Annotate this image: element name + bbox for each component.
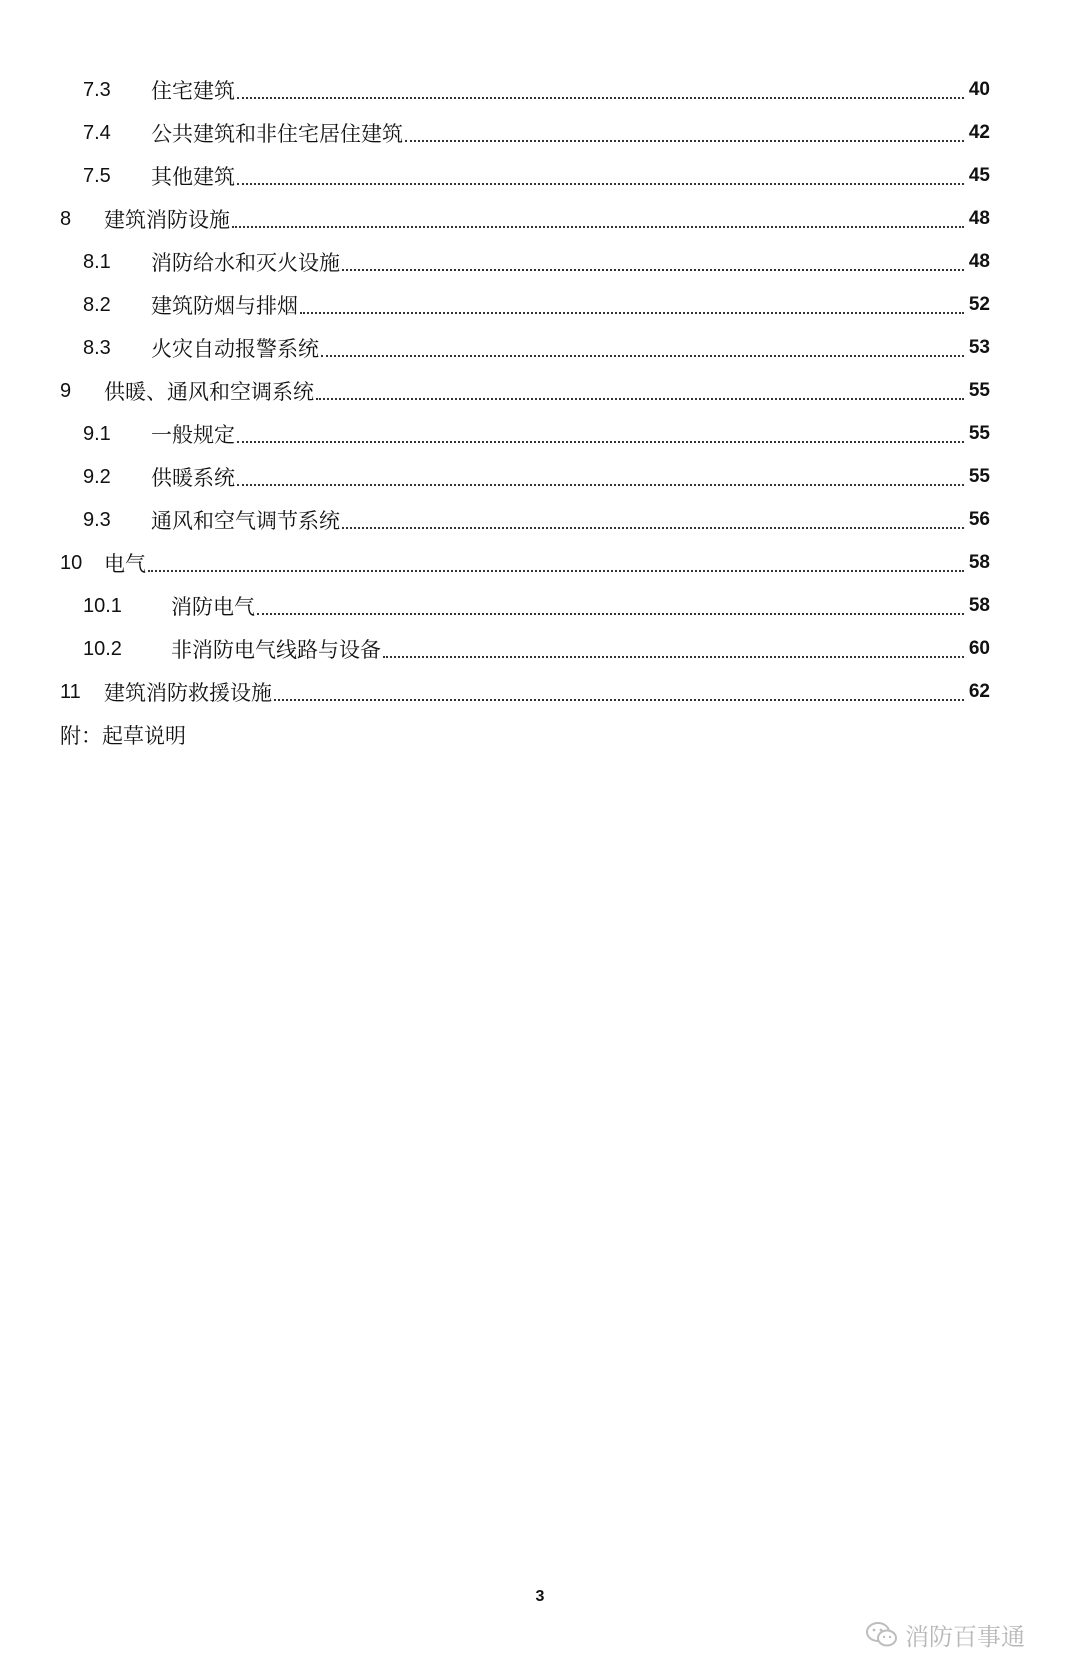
toc-entry-7-5[interactable] (83, 156, 990, 196)
toc-entry-7-3[interactable] (83, 70, 990, 110)
toc-number: 9.1 (83, 422, 111, 445)
toc-dot-leader (237, 182, 964, 185)
toc-title: 供暖系统 (151, 466, 235, 490)
toc-dot-leader (342, 526, 964, 529)
toc-entry-9-3[interactable] (83, 500, 990, 540)
toc-number: 8 (60, 207, 72, 230)
toc-title: 消防电气 (171, 595, 255, 619)
toc-number: 7.4 (83, 121, 111, 144)
toc-title: 一般规定 (151, 423, 235, 447)
toc-page-number: 48 (968, 208, 990, 229)
toc-number: 10 (60, 551, 83, 574)
toc-dot-leader (342, 268, 964, 271)
page-number: 3 (535, 1588, 545, 1605)
watermark-text: 消防百事通 (905, 1623, 1025, 1651)
toc-title: 附：起草说明 (60, 724, 186, 748)
toc-entry-8-3[interactable] (83, 328, 990, 368)
watermark (865, 1617, 1025, 1652)
toc-dot-leader (237, 440, 964, 443)
toc-dot-leader (237, 96, 964, 99)
toc-title: 公共建筑和非住宅居住建筑 (151, 122, 403, 146)
toc-page-number: 52 (968, 294, 990, 315)
toc-title: 通风和空气调节系统 (151, 509, 340, 533)
toc-page-number: 60 (968, 638, 990, 659)
toc-number: 10.1 (83, 594, 122, 617)
toc-dot-leader (316, 397, 964, 400)
toc-title: 火灾自动报警系统 (151, 337, 319, 361)
toc-number: 8.1 (83, 250, 111, 273)
toc-title: 供暖、通风和空调系统 (104, 380, 314, 404)
wechat-icon (865, 1621, 899, 1649)
toc-entry-7-4[interactable] (83, 113, 990, 153)
toc-entry-8[interactable] (60, 199, 990, 239)
toc-dot-leader (257, 612, 964, 615)
toc-dot-leader (383, 655, 964, 658)
toc-entry-9[interactable] (60, 371, 990, 411)
toc-page-number: 48 (968, 251, 990, 272)
toc-dot-leader (300, 311, 964, 314)
toc-title: 非消防电气线路与设备 (171, 638, 381, 662)
toc-entry-10[interactable] (60, 543, 990, 583)
toc-entry-10-1[interactable] (83, 586, 990, 626)
toc-title: 建筑消防设施 (104, 208, 230, 232)
toc-dot-leader (274, 698, 964, 701)
toc-title: 电气 (104, 552, 146, 576)
toc-page-number: 55 (968, 380, 990, 401)
toc-number: 10.2 (83, 637, 122, 660)
toc-title: 其他建筑 (151, 165, 235, 189)
toc-entry-8-2[interactable] (83, 285, 990, 325)
toc-number: 11 (60, 680, 81, 703)
toc-dot-leader (237, 483, 964, 486)
toc-entry-8-1[interactable] (83, 242, 990, 282)
toc-page-number: 40 (968, 79, 990, 100)
toc-entry-9-2[interactable] (83, 457, 990, 497)
toc-page-number: 62 (968, 681, 990, 702)
toc-title: 建筑防烟与排烟 (151, 294, 298, 318)
toc-page-number: 42 (968, 122, 990, 143)
toc-page-number: 56 (968, 509, 990, 530)
toc-entry-10-2[interactable] (83, 629, 990, 669)
toc-page-number: 55 (968, 423, 990, 444)
toc-dot-leader (405, 139, 964, 142)
toc-number: 8.2 (83, 293, 111, 316)
toc-entry-9-1[interactable] (83, 414, 990, 454)
toc-page-number: 53 (968, 337, 990, 358)
toc-title: 住宅建筑 (151, 79, 235, 103)
toc-dot-leader (148, 569, 964, 572)
toc-page-number: 55 (968, 466, 990, 487)
toc-page-number: 58 (968, 552, 990, 573)
toc-entry-appendix[interactable] (60, 715, 990, 755)
toc-dot-leader (321, 354, 964, 357)
toc-title: 消防给水和灭火设施 (151, 251, 340, 275)
toc-number: 7.3 (83, 78, 111, 101)
toc-number: 9 (60, 379, 72, 402)
toc-page-number: 58 (968, 595, 990, 616)
toc-title: 建筑消防救援设施 (104, 681, 272, 705)
toc-page-number: 45 (968, 165, 990, 186)
toc-entry-11[interactable] (60, 672, 990, 712)
toc-number: 9.3 (83, 508, 111, 531)
toc-number: 9.2 (83, 465, 111, 488)
toc-number: 7.5 (83, 164, 111, 187)
toc-number: 8.3 (83, 336, 111, 359)
toc-dot-leader (232, 225, 964, 228)
